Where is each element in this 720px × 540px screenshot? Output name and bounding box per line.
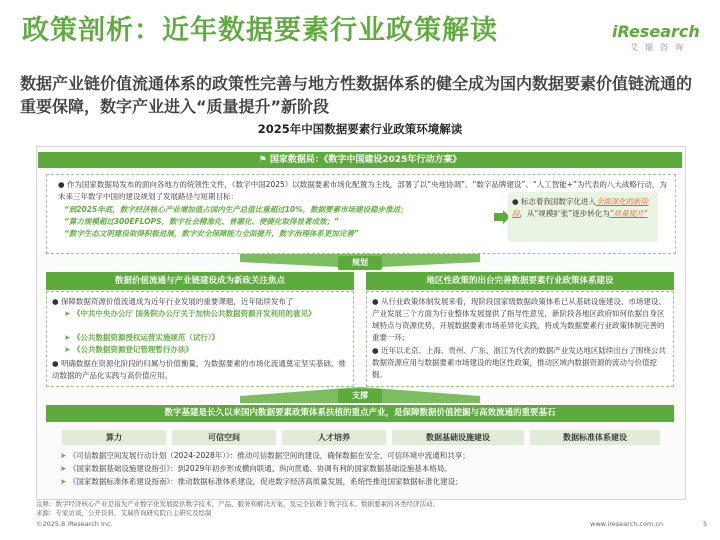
website: www.iresearch.com.cn (590, 520, 664, 528)
left-panel-header: 数据价值流通与产业链建设成为新政关注焦点 (46, 272, 354, 290)
page-title: 政策剖析：近年数据要素行业政策解读 (22, 15, 498, 46)
logo-sub-text: 艾瑞咨询 (630, 43, 690, 52)
chevron-right-icon: ➤ (60, 451, 69, 460)
copyright: ©2025.8 iResearch Inc. (36, 520, 113, 528)
plan-item: ➤ 《国家数据标准体系建设指南》：推动数据标准体系建设，促进数字经济高质量发展，系统性推进国家数据标准化建设； (60, 477, 463, 486)
chevron-right-icon: ➤ (60, 464, 69, 473)
notes (36, 500, 686, 518)
bullet-icon: ● (512, 197, 521, 206)
left-item: ● 明确数据在资源化阶段的归属与价值衡量，为数据要素的市场化流通奠定坚实基础，推动数据的产品化实践与高价值应用。 (52, 359, 346, 380)
foundation-cell: 算力 (62, 430, 166, 445)
bullet-icon: ● (52, 297, 61, 306)
right-panel-header: 地区性政策的出台完善数据要素行业政策体系建设 (366, 272, 674, 290)
plan-item: ➤ 《可信数据空间发展行动计划（2024-2028年）》：推动可信数据空间的建设，确保数据在安全、可信环境中流通和共享； (60, 451, 470, 460)
goal-item: “到2025年底，数字经济核心产业增加值占国内生产总值比重超过10%，数据要素市场建设稳步推进； (64, 205, 408, 214)
right-item: ● 近年以北京、上海、贵州、广东、浙江为代表的数据产业发达地区陆续出台了围绕公共数据资源应用与数据要素市场建设的地区性政策，推动区域内数据资源的流动与价值挖掘。 (372, 346, 666, 379)
planning-label: 规划 (338, 256, 382, 270)
foundation-cell: 数据标准体系建设 (530, 430, 660, 445)
bullet-icon: ● (372, 297, 381, 306)
bullet-icon: ● (58, 180, 67, 189)
foundation-cell: 数据基础设施建设 (392, 430, 524, 445)
source-text: 来源：专家访谈，公开资料，艾瑞咨询研究院自主研究及绘制 (36, 509, 212, 517)
bullet-icon: ● (52, 359, 61, 368)
foundation-cell: 可信空间 (172, 430, 276, 445)
chevron-right-icon: ➤ (64, 333, 73, 342)
goal-item: “数字生态文明建设取得积极进展，数字安全保障能力全面提升，数字治理体系更加完善” (64, 229, 359, 238)
figure-title: 2025年中国数据要素行业政策环境解读 (257, 122, 463, 136)
left-item: ● 保障数据资源价值流通成为近年行业发展的重要课题，近年陆续发布了 (52, 297, 294, 306)
action-plan-intro: ● 作为国家数据局发布的面向各地方的统领性文件，《数字中国2025》以数据要素市场化配置为主线，部署了以“央地协调”、“数字品牌建设”、“人工智能+”为代表的八大战略行动，为未来三年数字中国的建设规划了发展路径与短期目标： (58, 180, 667, 201)
foundation-bar: 数字基建是长久以来国内数据要素政策体系扶植的重点产业，是保障数据价值挖掘与高效流通的重要基石 (46, 405, 674, 422)
support-label: 支撑 (338, 389, 382, 403)
goal-item: “算力规模超过300EFLOPS，数字社会精准化、普惠化、便捷化取得显著成效；” (64, 217, 339, 226)
policy-link: ➤ 《公共数据资源登记管理暂行办法》 (64, 345, 193, 354)
right-item: ● 从行业政策体制发展来看，现阶段国家级数据政策体系已从基础设施建设、市场建设、产业发展三个方面为行业整体发展提供了指导性意见，新阶段各地区政府如何依据自身区域特点与资源优势，开展数据要素市场差异化实践，将成为数据要素行业政策体制完善的重要一环； (372, 297, 666, 342)
page-subtitle: 数据产业链价值流通体系的政策性完善与地方性数据体系的健全成为国内数据要素价值链流通的重要保障，数字产业进入“质量提升”新阶段 (20, 74, 693, 116)
policy-banner-text: ⚑ 国家数据局：《数字中国建设2025年行动方案》 (258, 155, 462, 165)
page-number: 5 (703, 520, 708, 528)
callout-text: ● 标志着我国数字化进入全面深化的新阶段，从“规模扩张”逐步转化为“质量提升” (512, 197, 649, 218)
policy-link: ➤ 《公共数据资源授权运营实施规范（试行）》 (64, 333, 220, 342)
policy-link: ➤ 《中共中央办公厅 国务院办公厅关于加快公共数据资源开发利用的意见》 (64, 309, 316, 318)
flag-icon: ⚑ (258, 155, 270, 165)
chevron-right-icon: ➤ (60, 477, 69, 486)
chevron-right-icon: ➤ (64, 309, 73, 318)
note-text: 注释：数字经济核心产业是指为产业数字化发展提供数字技术、产品、服务和解决方案，及完全依赖于数字技术、数据要素的各类经济活动； (36, 500, 439, 508)
foundation-cell: 人才培养 (282, 430, 386, 445)
bullet-icon: ● (372, 346, 381, 355)
chevron-right-icon: ➤ (64, 345, 73, 354)
logo-main-text: iResearch (612, 22, 700, 41)
iresearch-logo (612, 22, 700, 53)
plan-item: ➤ 《国家数据基础设施建设指引》：到2029年初步形成横向联通、纵向贯通、协调有利的国家数据基础设施基本格局。 (60, 464, 452, 473)
